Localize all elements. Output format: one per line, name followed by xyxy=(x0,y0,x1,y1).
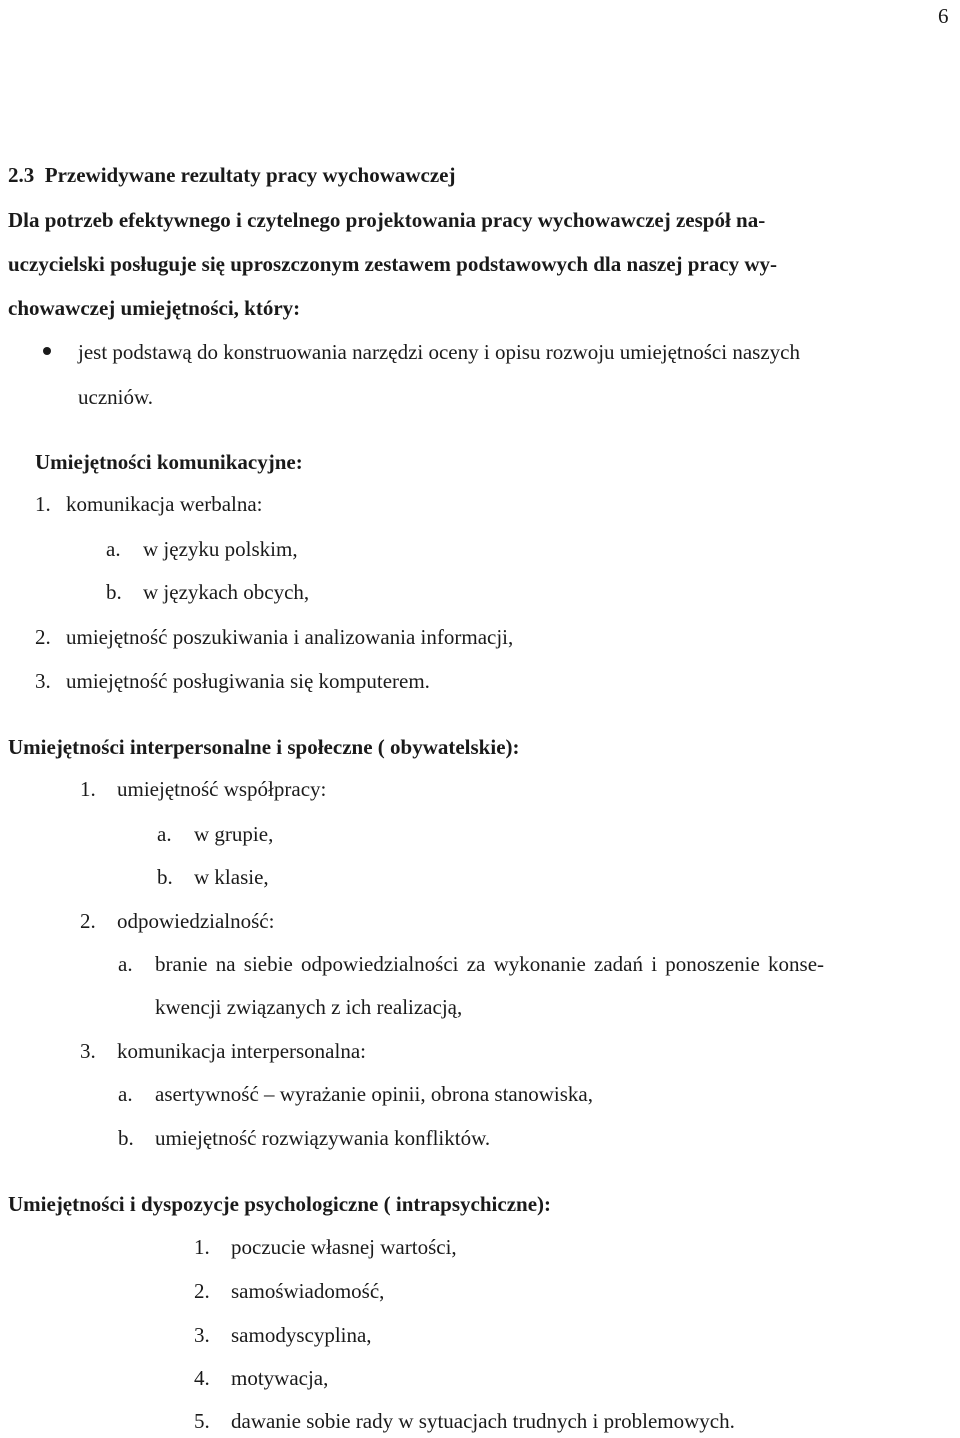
bullet-text: jest podstawą do konstruowania narzędzi oceny i opisu rozwoju umiejętności naszych xyxy=(78,340,800,364)
list-item-number: a. xyxy=(118,1082,133,1106)
list-item-number: 3. xyxy=(35,669,51,693)
list-item-number: 1. xyxy=(194,1235,210,1259)
list-item-text: odpowiedzialność: xyxy=(117,909,275,933)
list-item-number: 1. xyxy=(35,492,51,516)
list-item-number: 2. xyxy=(80,909,96,933)
list-item-text: umiejętność posługiwania się komputerem. xyxy=(66,669,430,693)
list-item-number: a. xyxy=(106,537,121,561)
list-item-text: samoświadomość, xyxy=(231,1279,385,1303)
bullet-text: uczniów. xyxy=(78,385,154,409)
list-item-number: 4. xyxy=(194,1366,210,1390)
page-number: 6 xyxy=(938,4,949,28)
list-item-text: w grupie, xyxy=(194,822,274,846)
bullet-icon xyxy=(43,347,51,355)
list-item-text: motywacja, xyxy=(231,1366,329,1390)
list-item-text: w klasie, xyxy=(194,865,269,889)
list-item-text: komunikacja interpersonalna: xyxy=(117,1039,366,1063)
list-item-number: a. xyxy=(118,952,133,976)
list-item-text: komunikacja werbalna: xyxy=(66,492,263,516)
intro-line: Dla potrzeb efektywnego i czytelnego projektowania pracy wychowawczej zespół na- xyxy=(8,208,766,232)
group-heading-interpersonal: Umiejętności interpersonalne i społeczne ( obywatelskie): xyxy=(8,735,520,759)
section-number: 2.3 xyxy=(8,163,35,187)
intro-line: chowawczej umiejętności, który: xyxy=(8,296,301,320)
list-item-text-continued: kwencji związanych z ich realizacją, xyxy=(155,995,463,1019)
list-item-text: umiejętność współpracy: xyxy=(117,777,327,801)
list-item-text: umiejętność rozwiązywania konfliktów. xyxy=(155,1126,491,1150)
intro-line: uczycielski posługuje się uproszczonym zestawem podstawowych dla naszej pracy wy- xyxy=(8,252,777,276)
list-item-number: 1. xyxy=(80,777,96,801)
section-title: Przewidywane rezultaty pracy wychowawczej xyxy=(44,163,456,187)
list-item-number: b. xyxy=(118,1126,134,1150)
list-item-number: b. xyxy=(106,580,122,604)
group-heading-psychological: Umiejętności i dyspozycje psychologiczne ( intrapsychiczne): xyxy=(8,1192,551,1216)
list-item-text: samodyscyplina, xyxy=(231,1323,372,1347)
list-item-text: poczucie własnej wartości, xyxy=(231,1235,457,1259)
list-item-number: 2. xyxy=(194,1279,210,1303)
list-item-text: branie na siebie odpowiedzialności za wykonanie zadań i ponoszenie konse- xyxy=(155,952,825,976)
list-item-number: a. xyxy=(157,822,172,846)
list-item-text: umiejętność poszukiwania i analizowania informacji, xyxy=(66,625,514,649)
list-item-number: 3. xyxy=(80,1039,96,1063)
list-item-number: b. xyxy=(157,865,173,889)
list-item-text: dawanie sobie rady w sytuacjach trudnych i problemowych. xyxy=(231,1409,735,1433)
group-heading-communication: Umiejętności komunikacyjne: xyxy=(35,450,303,474)
list-item-number: 5. xyxy=(194,1409,210,1433)
list-item-number: 3. xyxy=(194,1323,210,1347)
section-heading xyxy=(8,165,456,186)
list-item-number: 2. xyxy=(35,625,51,649)
list-item-text: w językach obcych, xyxy=(143,580,310,604)
list-item-text: w języku polskim, xyxy=(143,537,298,561)
list-item-text: asertywność – wyrażanie opinii, obrona stanowiska, xyxy=(155,1082,593,1106)
